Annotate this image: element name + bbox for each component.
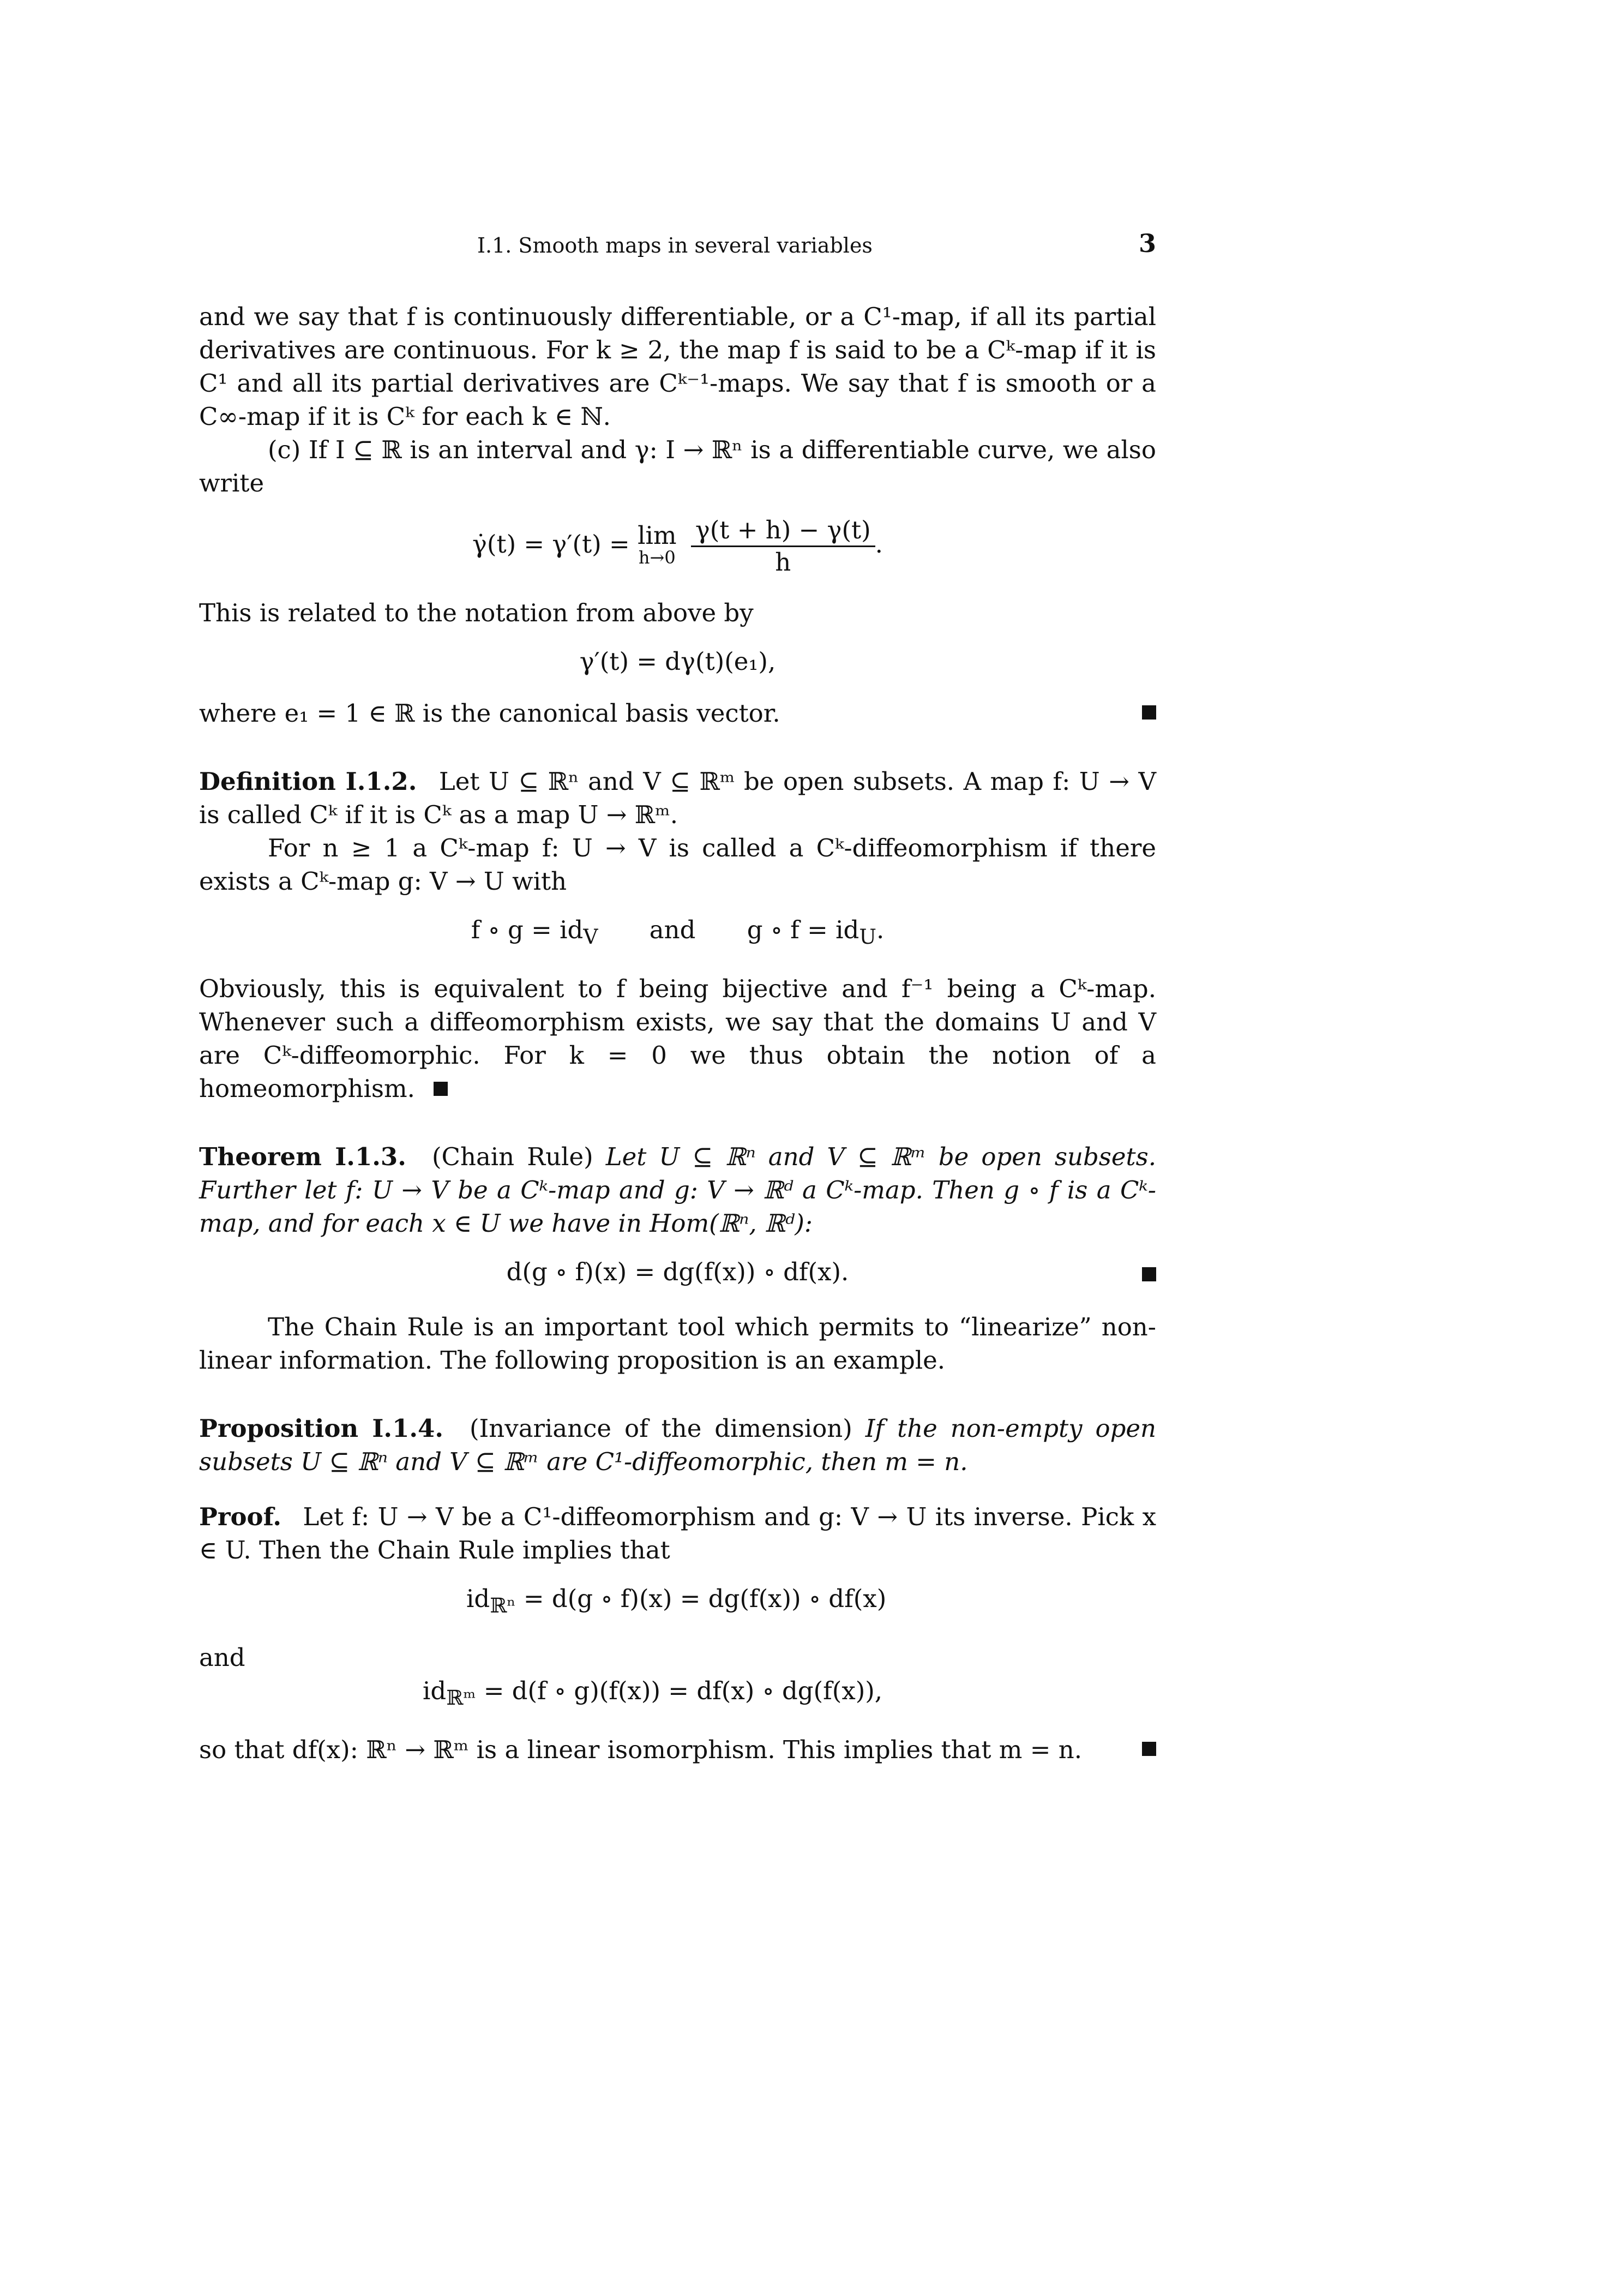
fraction-numerator: γ(t + h) − γ(t)	[691, 515, 875, 547]
running-head	[199, 229, 1156, 267]
equation-lhs: γ̇(t) = γ′(t) =	[472, 530, 630, 559]
proof-and: and	[199, 1643, 245, 1672]
subscript-rm: ℝᵐ	[446, 1686, 476, 1710]
end-of-definition-square-icon	[434, 1082, 448, 1096]
equation-derivative-limit	[199, 515, 1156, 578]
theorem-block	[199, 1140, 1156, 1288]
theorem-label: Theorem I.1.3.	[199, 1142, 406, 1171]
theorem-statement: Let U ⊆ ℝⁿ and V ⊆ ℝᵐ be open subsets. Further let f: U → V be a Cᵏ-map and g: V → ℝᵈ a Cᵏ-map. Then g ∘ f is a Cᵏ-map, and for each x ∈ U we have in Hom(ℝⁿ, ℝᵈ):	[199, 1142, 1157, 1238]
difference-quotient	[691, 515, 875, 578]
paragraph-definition-continuation: and we say that f is continuously differentiable, or a C¹-map, if all its partial derivatives are continuous. For k ≥ 2, the map f is said to be a Cᵏ-map if it is C¹ and all its partial derivatives are Cᵏ⁻¹-maps. We say that f is smooth or a C∞-map if it is Cᵏ for each k ∈ ℕ.	[199, 302, 1156, 431]
equation-chain-rule	[199, 1255, 1156, 1288]
page-number: 3	[1138, 229, 1156, 258]
equation-period: .	[875, 530, 883, 559]
definition-paragraph	[199, 765, 1156, 831]
equation-fg: f ∘ g = id	[471, 915, 584, 944]
paragraph-linearize: The Chain Rule is an important tool which permits to “linearize” non-linear information. The following proposition is an example.	[199, 1312, 1156, 1375]
proof-label: Proof.	[199, 1502, 281, 1531]
end-of-proof-square-icon	[1142, 705, 1156, 720]
limit-subscript: h→0	[638, 547, 676, 568]
end-of-theorem-square-icon	[1142, 1267, 1156, 1281]
theorem-name: (Chain Rule)	[431, 1142, 593, 1171]
proposition-name: (Invariance of the dimension)	[469, 1414, 852, 1443]
definition-diffeomorphism: For n ≥ 1 a Cᵏ-map f: U → V is called a Cᵏ-diffeomorphism if there exists a Cᵏ-map g: V → U with	[199, 834, 1156, 896]
definition-remark	[199, 972, 1156, 1105]
equation-rhs: = d(g ∘ f)(x) = dg(f(x)) ∘ df(x)	[523, 1584, 887, 1613]
proof-block	[199, 1500, 1156, 1766]
equation-and: and	[649, 915, 696, 944]
identity-symbol: id	[423, 1676, 447, 1705]
equation-id-rm	[199, 1674, 1156, 1714]
equation-rhs: = d(f ∘ g)(f(x)) = df(x) ∘ dg(f(x)),	[483, 1676, 883, 1705]
chain-rule-formula: d(g ∘ f)(x) = dg(f(x)) ∘ df(x).	[506, 1257, 849, 1286]
end-of-proof-square-icon	[1142, 1742, 1156, 1756]
theorem-paragraph	[199, 1140, 1156, 1240]
book-page	[199, 229, 1156, 1766]
proof-text: Let f: U → V be a C¹-diffeomorphism and g: V → U its inverse. Pick x ∈ U. Then the Chain Rule implies that	[199, 1502, 1156, 1564]
basis-vector-text: where e₁ = 1 ∈ ℝ is the canonical basis vector.	[199, 699, 780, 728]
subscript-v: V	[583, 925, 598, 949]
proof-conclusion-text: so that df(x): ℝⁿ → ℝᵐ is a linear isomorphism. This implies that m = n.	[199, 1735, 1083, 1764]
equation-gf: g ∘ f = id	[747, 915, 859, 944]
equation-gamma-prime: γ′(t) = dγ(t)(e₁),	[579, 647, 776, 676]
definition-remark-text: Obviously, this is equivalent to f being bijective and f⁻¹ being a Cᵏ-map. Whenever such a diffeomorphism exists, we say that the domains U and V are Cᵏ-diffeomorphic. For k = 0 we thus obtain the notion of a homeomorphism.	[199, 974, 1156, 1103]
limit-operator	[638, 520, 677, 568]
equation-id-rn	[199, 1582, 1156, 1622]
paragraph-notation: This is related to the notation from above by	[199, 598, 754, 627]
subscript-rn: ℝⁿ	[490, 1593, 516, 1617]
definition-block	[199, 765, 1156, 1105]
fraction-denominator: h	[775, 548, 791, 577]
proposition-block	[199, 1412, 1156, 1478]
proposition-label: Proposition I.1.4.	[199, 1414, 444, 1443]
equation-inverse-maps	[199, 913, 1156, 954]
identity-symbol: id	[466, 1584, 490, 1613]
limit-word: lim	[638, 520, 677, 550]
proposition-paragraph	[199, 1412, 1156, 1478]
subscript-u: U	[859, 925, 876, 949]
proof-conclusion	[199, 1733, 1156, 1766]
proof-paragraph	[199, 1500, 1156, 1567]
proposition-statement: If the non-empty open subsets U ⊆ ℝⁿ and V ⊆ ℝᵐ are C¹-diffeomorphic, then m = n.	[199, 1414, 1157, 1476]
running-title: I.1. Smooth maps in several variables	[477, 233, 873, 257]
paragraph-basis-vector	[199, 697, 1156, 730]
definition-text: Let U ⊆ ℝⁿ and V ⊆ ℝᵐ be open subsets. A map f: U → V is called Cᵏ if it is Cᵏ as a map U → ℝᵐ.	[199, 767, 1156, 829]
equation-period: .	[876, 915, 885, 944]
paragraph-curve: (c) If I ⊆ ℝ is an interval and γ: I → ℝⁿ is a differentiable curve, we also write	[199, 435, 1156, 497]
definition-label: Definition I.1.2.	[199, 767, 417, 796]
